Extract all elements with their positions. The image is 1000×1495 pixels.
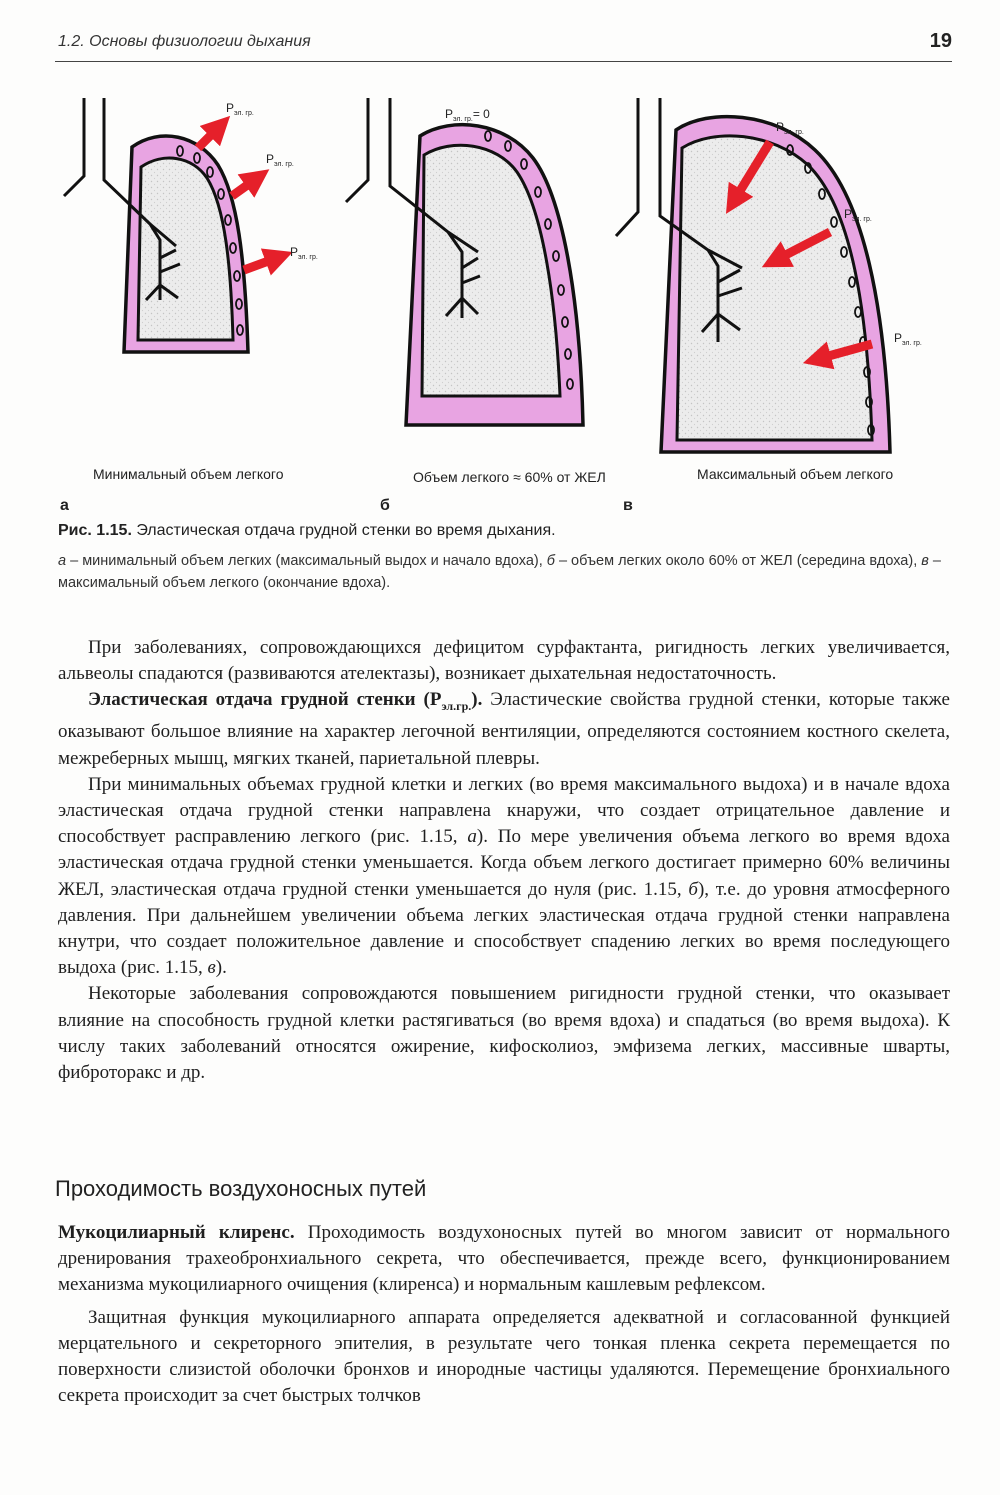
pressure-label-c3: $P_{эл. гр.}$ <box>894 331 922 347</box>
paragraph-protective-function: Защитная функция мукоцилиарного аппарата определяется адекватной и согласованной функцией мерцательного и секреторного эпителия, в результате чего тонкая пленка секрета перемещается по поверхности слизистой оболочки бронхов и инородные частицы удаляются. Перемещение бронхиального секрета происходит за счет быстрых толчков <box>58 1306 950 1407</box>
body-text-block-1 <box>58 635 950 1086</box>
arrow-outward-a2 <box>232 176 260 196</box>
lung-c <box>677 136 872 440</box>
figure-caption-description: а – минимальный объем легких (максимальный выдох и начало вдоха), б – объем легких около 60% от ЖЕЛ (середина вдоха), в – максимальный объем легкого (окончание вдоха). <box>58 553 941 591</box>
header-rule <box>55 61 952 62</box>
figure-caption <box>58 522 948 540</box>
panel-b-subtitle: Объем легкого ≈ 60% от ЖЕЛ <box>413 469 606 485</box>
body-text-block-2 <box>58 1220 950 1409</box>
pressure-label-a2: $P_{эл. гр.}$ <box>266 152 294 168</box>
pressure-label-c1: $P_{эл. гр.}$ <box>776 120 804 136</box>
caption-label: Рис. 1.15. <box>58 522 132 539</box>
paragraph-diseases: Некоторые заболевания сопровождаются повышением ригидности грудной стенки, что оказывает влияние на способность грудной клетки растягиваться (во время вдоха) и спадаться (во время выдоха). К числу таких заболеваний относятся ожирение, кифосколиоз, эмфизема легких, массивные шварты, фиброторакс и др. <box>58 983 950 1084</box>
panel-letter-c: в <box>623 497 633 514</box>
panel-c-subtitle: Максимальный объем легкого <box>697 466 894 482</box>
panel-c-diagram <box>616 98 922 452</box>
paragraph-elastic-recoil: Эластическая отдача грудной стенки $(P_{эл.гр.})$. Эластические свойства грудной стенки, которые также оказывают большое влияние на характер легочной вентиляции, определяются состоянием костного скелета, межреберных мышц, мягких тканей, париетальной плевры. <box>58 689 950 769</box>
paragraph-mucociliary: Мукоцилиарный клиренс. Проходимость воздухоносных путей во многом зависит от нормального дренирования трахеобронхиального секрета, что обеспечивается, прежде всего, функционированием механизма мукоцилиарного очищения (клиренса) и нормальным кашлевым рефлексом. <box>58 1222 950 1296</box>
page-number: 19 <box>929 30 952 52</box>
pressure-label-a3: $P_{эл. гр.}$ <box>290 245 318 261</box>
arrow-outward-a1 <box>198 124 222 148</box>
caption-title: Эластическая отдача грудной стенки во время дыхания. <box>131 522 556 539</box>
arrow-outward-a3 <box>244 256 282 270</box>
panel-b-diagram <box>346 98 583 425</box>
figure-1-15 <box>0 75 1000 475</box>
panel-letter-b: б <box>380 497 390 514</box>
panel-a-diagram <box>64 98 318 352</box>
pressure-label-a1: $P_{эл. гр.}$ <box>226 101 254 117</box>
paragraph-surfactant: При заболеваниях, сопровождающихся дефицитом сурфактанта, ригидность легких увеличивается, альвеолы спадаются (развиваются ателектазы), возникает дыхательная недостаточность. <box>58 637 950 685</box>
panel-a-subtitle: Минимальный объем легкого <box>93 466 284 482</box>
running-header: 1.2. Основы физиологии дыхания <box>58 33 311 50</box>
pressure-label-c2: $P_{эл. гр.}$ <box>844 207 872 223</box>
section-heading: Проходимость воздухоносных путей <box>55 1176 427 1201</box>
panel-letter-a: а <box>60 497 69 514</box>
paragraph-volumes: При минимальных объемах грудной клетки и легких (во время максимального выдоха) и в начале вдоха эластическая отдача грудной стенки направлена кнаружи, что создает отрицательное давление и способствует расправлению легкого (рис. 1.15, а). По мере увеличения объема легкого во время вдоха эластическая отдача грудной стенки уменьшается. Когда объем легкого достигает примерно 60% величины ЖЕЛ, эластическая отдача грудной стенки уменьшается до нуля (рис. 1.15, б), т.е. до уровня атмосферного давления. При дальнейшем увеличении объема легких эластическая отдача грудной стенки направлена кнутри, что создает положительное давление и способствует спадению легких во время последующего выдоха (рис. 1.15, в). <box>58 773 950 979</box>
pressure-label-b: $P_{эл. гр.}= 0$ <box>445 107 490 123</box>
